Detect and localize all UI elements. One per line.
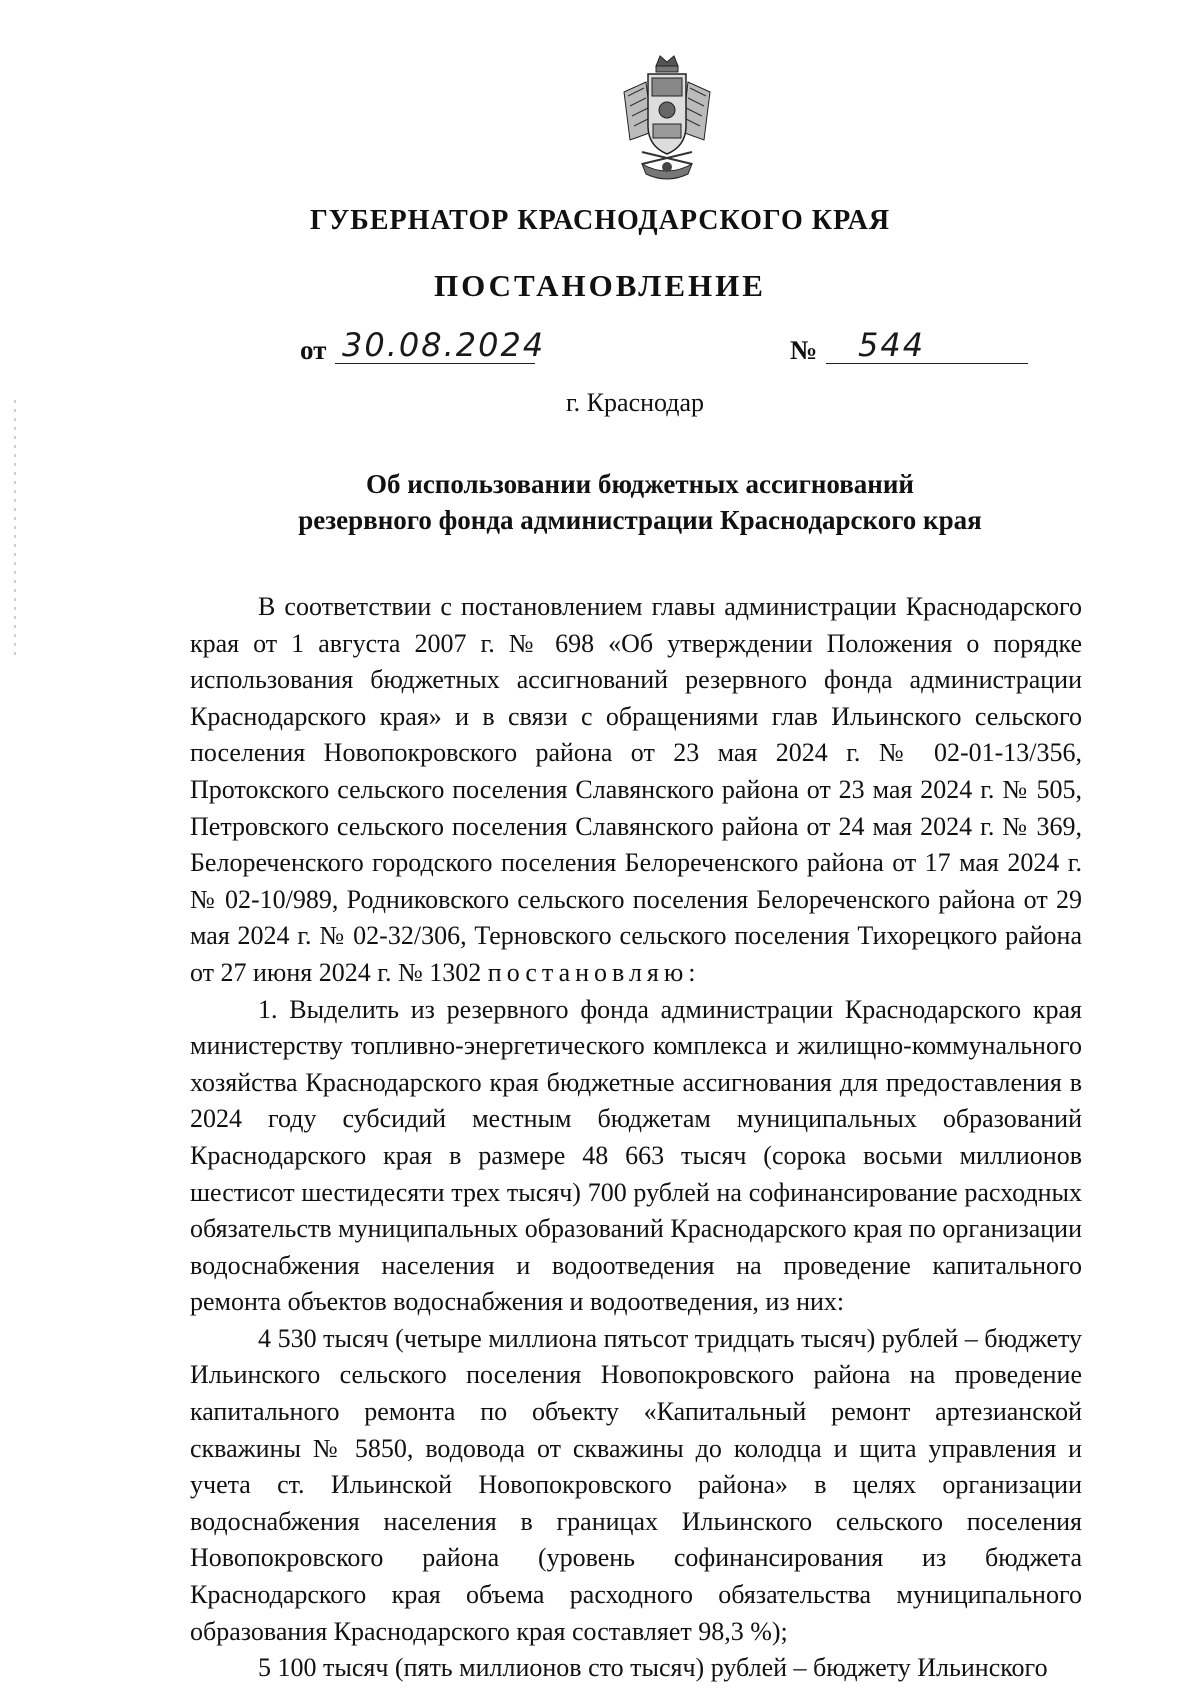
city: г. Краснодар: [565, 388, 705, 417]
number-prefix: №: [790, 335, 818, 365]
document-title: [0, 466, 1200, 538]
decree-word: постановляю:: [487, 957, 701, 987]
paragraph-preamble: [190, 589, 1082, 992]
date-prefix: от: [300, 335, 327, 365]
issuing-authority: ГУБЕРНАТОР КРАСНОДАРСКОГО КРАЯ: [309, 205, 891, 236]
title-line-1: Об использовании бюджетных ассигнований: [366, 469, 914, 499]
paragraph-item-1: 1. Выделить из резервного фонда администрации Краснодарского края министерству топливно-энергетического комплекса и жилищно-коммунального хозяйства Краснодарского края бюджетные ассигнования для предоставления в 2024 году субсидий местным бюджетам муниципальных образований Краснодарского края в размере 48 663 тысяч (сорока восьми миллионов шестисот шестидесяти трех тысяч) 700 рублей на софинансирование расходных обязательств муниципальных образований Краснодарского края по организации водоснабжения населения и водоотведения на проведение капитального ремонта объектов водоснабжения и водоотведения, из них:: [190, 994, 1082, 1317]
number-underline: [826, 363, 1028, 364]
preamble-text: В соответствии с постановлением главы администрации Краснодарского края от 1 августа 2007 г. № 698 «Об утверждении Положения о порядке использования бюджетных ассигнований резервного фонда администрации Краснодарского края» и в связи с обращениями глав Ильинского сельского поселения Новопокровского района от 23 мая 2024 г. № 02-01-13/356, Протокского сельского поселения Славянского района от 23 мая 2024 г. № 505, Петровского сельского поселения Славянского района от 24 мая 2024 г. № 369, Белореченского городского поселения Белореченского района от 17 мая 2024 г. № 02-10/989, Родниковского сельского поселения Белореченского района от 29 мая 2024 г. № 02-32/306, Терновского сельского поселения Тихорецкого района от 27 июня 2024 г. № 1302: [190, 592, 1082, 987]
paragraph-subitem: 4 530 тысяч (четыре миллиона пятьсот тридцать тысяч) рублей – бюджету Ильинского сельского поселения Новопокровского района на проведение капитального ремонта по объекту «Капитальный ремонт артезианской скважины № 5850, водовода от скважины до колодца и щита управления и учета ст. Ильинской Новопокровского района» в целях организации водоснабжения населения в границах Ильинского сельского поселения Новопокровского района (уровень софинансирования из бюджета Краснодарского края объема расходного обязательства муниципального образования Краснодарского края составляет 98,3 %);: [190, 1323, 1082, 1646]
handwritten-number: 544: [858, 326, 926, 364]
document-body: [190, 589, 1082, 1687]
handwritten-date: 30.08.2024: [342, 326, 546, 364]
paragraph-subitem-continued: 5 100 тысяч (пять миллионов сто тысяч) рублей – бюджету Ильинского: [258, 1653, 1048, 1683]
coat-of-arms-icon: [612, 52, 722, 182]
document-type: ПОСТАНОВЛЕНИЕ: [434, 268, 766, 303]
title-line-2: резервного фонда администрации Краснодарского края: [298, 505, 982, 535]
